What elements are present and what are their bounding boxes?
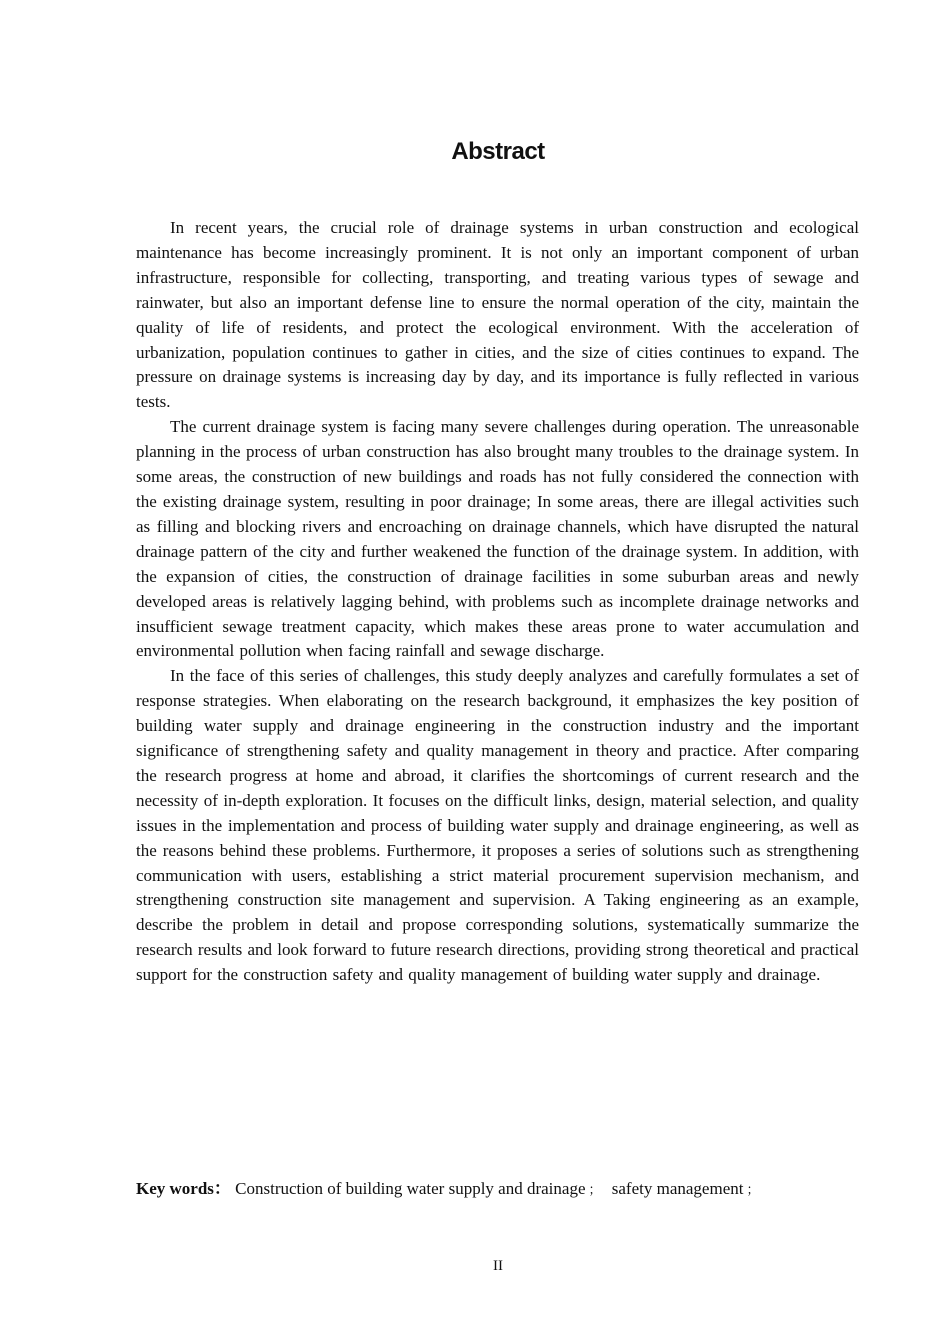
keyword-item-1: Construction of building water supply and drainage [235, 1179, 586, 1198]
abstract-body [136, 216, 859, 988]
page-number: II [493, 1258, 503, 1274]
abstract-paragraph-3: In the face of this series of challenges, this study deeply analyzes and carefully formulates a set of response strategies. When elaborating on the research background, it emphasizes the key position of building water supply and drainage engineering in the construction industry and the important significance of strengthening safety and quality management in theory and practice. After comparing the research progress at home and abroad, it clarifies the shortcomings of current research and the necessity of in-depth exploration. It focuses on the difficult links, design, material selection, and quality issues in the implementation and process of building water supply and drainage engineering, as well as the reasons behind these problems. Furthermore, it proposes a series of solutions such as strengthening communication with users, establishing a strict material procurement supervision mechanism, and strengthening construction site management and supervision. A Taking engineering as an example, describe the problem in detail and propose corresponding solutions, systematically summarize the research results and look forward to future research directions, providing strong theoretical and practical support for the construction safety and quality management of building water supply and drainage. [136, 666, 859, 985]
page-title: Abstract [451, 138, 545, 165]
keywords-line [136, 1176, 896, 1202]
abstract-paragraph-1: In recent years, the crucial role of drainage systems in urban construction and ecological maintenance has become increasingly prominent. It is not only an important component of urban infrastructure, responsible for collecting, transporting, and treating various types of sewage and rainwater, but also an important defense line to ensure the normal operation of the city, maintain the quality of life of residents, and protect the ecological environment. With the acceleration of urbanization, population continues to gather in cities, and the size of cities continues to expand. The pressure on drainage systems is increasing day by day, and its importance is fully reflected in various tests. [136, 218, 859, 412]
keyword-item-2: safety management [611, 1179, 744, 1198]
abstract-paragraph-2: The current drainage system is facing many severe challenges during operation. The unreasonable planning in the process of urban construction has also brought many troubles to the drainage system. In some areas, the construction of new buildings and roads has not fully considered the connection with the existing drainage system, resulting in poor drainage; In some areas, there are illegal activities such as filling and blocking rivers and encroaching on drainage channels, which have disrupted the natural drainage pattern of the city and further weakened the function of the drainage system. In addition, with the expansion of cities, the construction of drainage facilities in some suburban areas and newly developed areas is relatively lagging behind, with problems such as incomplete drainage networks and insufficient sewage treatment capacity, which makes these areas prone to water accumulation and environmental pollution when facing rainfall and sewage discharge. [136, 417, 859, 661]
keywords-label: Key words： [136, 1179, 231, 1198]
keyword-separator-1: ； [588, 1182, 602, 1197]
keyword-separator-2: ； [746, 1182, 760, 1197]
